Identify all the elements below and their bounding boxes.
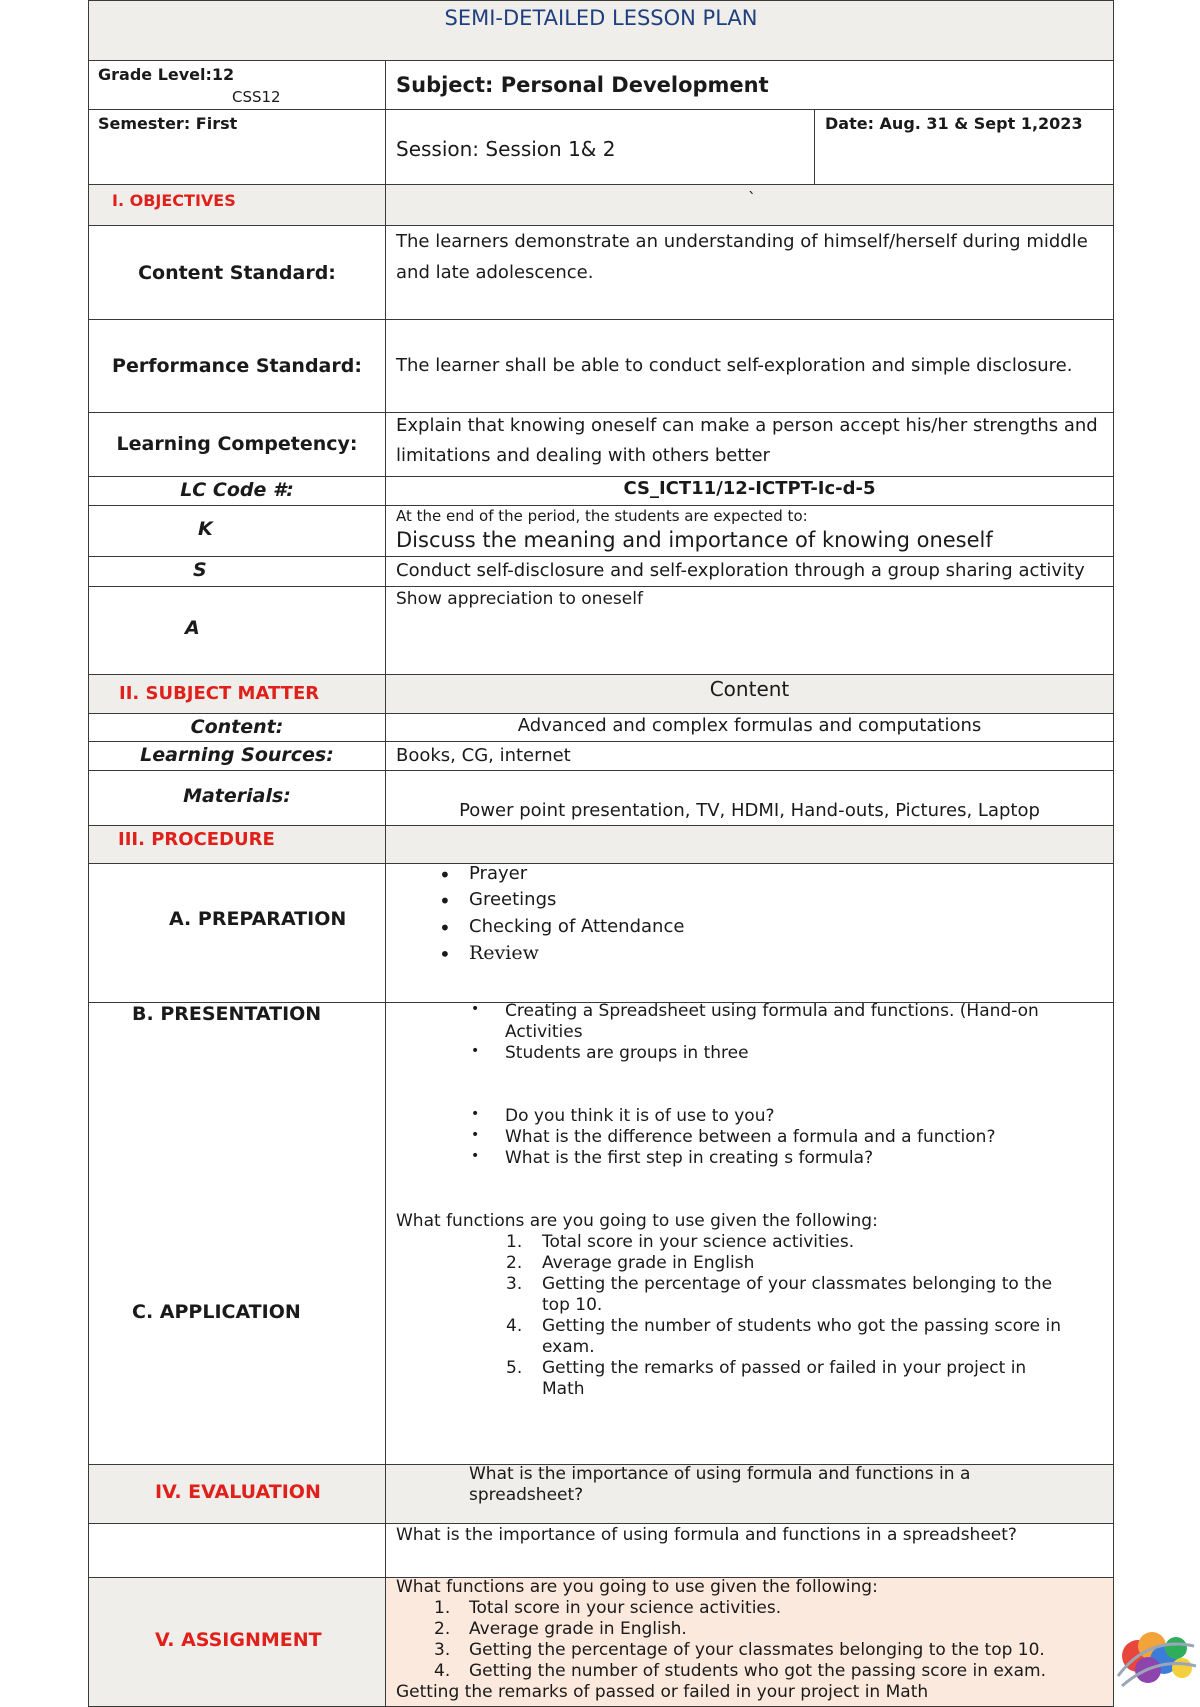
learning-competency-label-cell (88, 412, 386, 477)
a-label: A (185, 617, 200, 639)
a-text: Show appreciation to oneself (396, 589, 643, 609)
evaluation-blank-cell (88, 1523, 386, 1578)
application-item-cont: exam. (542, 1337, 595, 1357)
lc-code-label-cell (88, 476, 386, 506)
content-standard-label: Content Standard: (138, 262, 336, 284)
preparation-item: • Checking of Attendance (469, 916, 684, 937)
performance-standard: The learner shall be able to conduct self-exploration and simple disclosure. (396, 355, 1073, 376)
objectives-tick: ` (748, 189, 756, 208)
learning-competency-label: Learning Competency: (116, 433, 358, 455)
application-num: 3. (506, 1274, 523, 1294)
subject-matter-heading: II. SUBJECT MATTER (119, 683, 320, 704)
assignment-num: 2. (434, 1619, 451, 1639)
semester-cell (88, 109, 386, 185)
a-cell (385, 586, 1114, 675)
sources: Books, CG, internet (396, 745, 571, 766)
session: Session: Session 1& 2 (396, 137, 616, 161)
application-label: C. APPLICATION (132, 1301, 301, 1323)
evaluation-question-line2: spreadsheet? (469, 1485, 584, 1505)
subject-matter-content-heading: Content (709, 677, 790, 701)
sources-label-cell (88, 741, 386, 771)
assignment-num: 3. (434, 1640, 451, 1660)
lc-code-label: LC Code #: (180, 479, 294, 501)
content-standard-cell (385, 225, 1114, 320)
performance-standard-label-cell (88, 319, 386, 413)
k-label-cell (88, 505, 386, 557)
performance-standard-label: Performance Standard: (112, 355, 362, 377)
title-cell (88, 0, 1114, 61)
s-text: Conduct self-disclosure and self-exploration through a group sharing activity (396, 560, 1085, 581)
question-item: • What is the first step in creating s formula? (505, 1148, 873, 1168)
emblem-petal (1172, 1658, 1192, 1678)
assignment-heading-cell (88, 1577, 386, 1707)
application-item: Getting the number of students who got the passing score in (542, 1316, 1061, 1336)
assignment-last: Getting the remarks of passed or failed in your project in Math (396, 1682, 929, 1702)
application-item: Getting the percentage of your classmates belonging to the (542, 1274, 1053, 1294)
application-item: Getting the remarks of passed or failed in your project in (542, 1358, 1027, 1378)
emblem-petal (1165, 1637, 1187, 1659)
assignment-intro: What functions are you going to use given the following: (396, 1577, 878, 1597)
assignment-num: 1. (434, 1598, 451, 1618)
learning-competency-line1: Explain that knowing oneself can make a person accept his/her strengths and (396, 415, 1098, 436)
materials-cell (385, 770, 1114, 826)
preparation-item: • Prayer (469, 863, 527, 884)
evaluation-full-cell (385, 1523, 1114, 1578)
assignment-cell (385, 1577, 1114, 1707)
decorative-emblem-icon (1108, 1616, 1200, 1696)
learning-competency-cell (385, 412, 1114, 477)
evaluation-question-line1: What is the importance of using formula and functions in a (469, 1464, 971, 1484)
content-standard-line2: and late adolescence. (396, 262, 594, 283)
assignment-item: Total score in your science activities. (469, 1598, 782, 1618)
assignment-num: 4. (434, 1661, 451, 1681)
presentation-line1: • Creating a Spreadsheet using formula and functions. (Hand-on (505, 1002, 1039, 1021)
objectives-right-cell (385, 184, 1114, 226)
question-item: • Do you think it is of use to you? (505, 1106, 775, 1126)
semester: Semester: First (98, 114, 238, 133)
k-intro: At the end of the period, the students are expected to: (396, 507, 808, 525)
grade-level: Grade Level:12 (98, 65, 235, 84)
assignment-heading: V. ASSIGNMENT (155, 1629, 322, 1651)
content-standard-label-cell (88, 225, 386, 320)
materials: Power point presentation, TV, HDMI, Hand-outs, Pictures, Laptop (459, 800, 1040, 821)
materials-label-cell (88, 770, 386, 826)
date: Date: Aug. 31 & Sept 1,2023 (825, 114, 1083, 133)
objectives-heading: I. OBJECTIVES (112, 191, 236, 210)
learning-competency-line2: limitations and dealing with others better (396, 445, 770, 466)
application-intro: What functions are you going to use given the following: (396, 1211, 878, 1231)
presentation-line2: Activities (505, 1022, 583, 1042)
application-num: 1. (506, 1232, 523, 1252)
question-item: • What is the difference between a formula and a function? (505, 1127, 995, 1147)
date-cell (814, 109, 1114, 185)
objectives-heading-cell (88, 184, 386, 226)
sources-cell (385, 741, 1114, 771)
lc-code: CS_ICT11/12-ICTPT-Ic-d-5 (623, 478, 876, 499)
preparation-label: A. PREPARATION (169, 908, 347, 930)
assignment-item: Average grade in English. (469, 1619, 687, 1639)
assignment-item: Getting the percentage of your classmates belonging to the top 10. (469, 1640, 1045, 1660)
procedure-right-cell (385, 825, 1114, 864)
evaluation-heading-cell (88, 1464, 386, 1524)
procedure-heading: III. PROCEDURE (118, 829, 275, 850)
application-item: Total score in your science activities. (542, 1232, 855, 1252)
presentation-line3: • Students are groups in three (505, 1043, 749, 1063)
evaluation-heading: IV. EVALUATION (155, 1481, 321, 1503)
content: Advanced and complex formulas and computations (517, 715, 982, 736)
preparation-item: • Greetings (469, 889, 556, 910)
subject-matter-heading-cell (88, 674, 386, 714)
presentation-application-cell (385, 1002, 1114, 1465)
content-standard-line1: The learners demonstrate an understanding of himself/herself during middle (396, 231, 1088, 252)
evaluation-right-cell (385, 1464, 1114, 1524)
content-label: Content: (190, 716, 284, 738)
application-num: 5. (506, 1358, 523, 1378)
s-label-cell (88, 556, 386, 587)
page-title: SEMI-DETAILED LESSON PLAN (444, 6, 758, 30)
session-cell (385, 109, 815, 185)
preparation-item: • Review (469, 942, 539, 964)
s-cell (385, 556, 1114, 587)
sources-label: Learning Sources: (140, 744, 334, 766)
subject-cell (385, 60, 1114, 110)
application-item-cont: Math (542, 1379, 585, 1399)
evaluation-question: What is the importance of using formula and functions in a spreadsheet? (396, 1525, 1017, 1545)
presentation-application-label-cell (88, 1002, 386, 1465)
application-item: Average grade in English (542, 1253, 755, 1273)
content-cell (385, 713, 1114, 742)
procedure-heading-cell (88, 825, 386, 864)
subject-matter-right-cell (385, 674, 1114, 714)
performance-standard-cell (385, 319, 1114, 413)
grade-cell (88, 60, 386, 110)
application-num: 2. (506, 1253, 523, 1273)
a-label-cell (88, 586, 386, 675)
presentation-label: B. PRESENTATION (132, 1003, 322, 1025)
preparation-label-cell (88, 863, 386, 1003)
application-num: 4. (506, 1316, 523, 1336)
application-item-cont: top 10. (542, 1295, 603, 1315)
materials-label: Materials: (183, 785, 291, 807)
content-label-cell (88, 713, 386, 742)
k-label: K (198, 518, 213, 540)
css-code: CSS12 (232, 88, 281, 106)
subject: Subject: Personal Development (396, 73, 769, 97)
lc-code-cell (385, 476, 1114, 506)
k-text: Discuss the meaning and importance of knowing oneself (396, 528, 993, 552)
preparation-cell (385, 863, 1114, 1003)
assignment-item: Getting the number of students who got the passing score in exam. (469, 1661, 1046, 1681)
s-label: S (193, 559, 207, 581)
k-cell (385, 505, 1114, 557)
